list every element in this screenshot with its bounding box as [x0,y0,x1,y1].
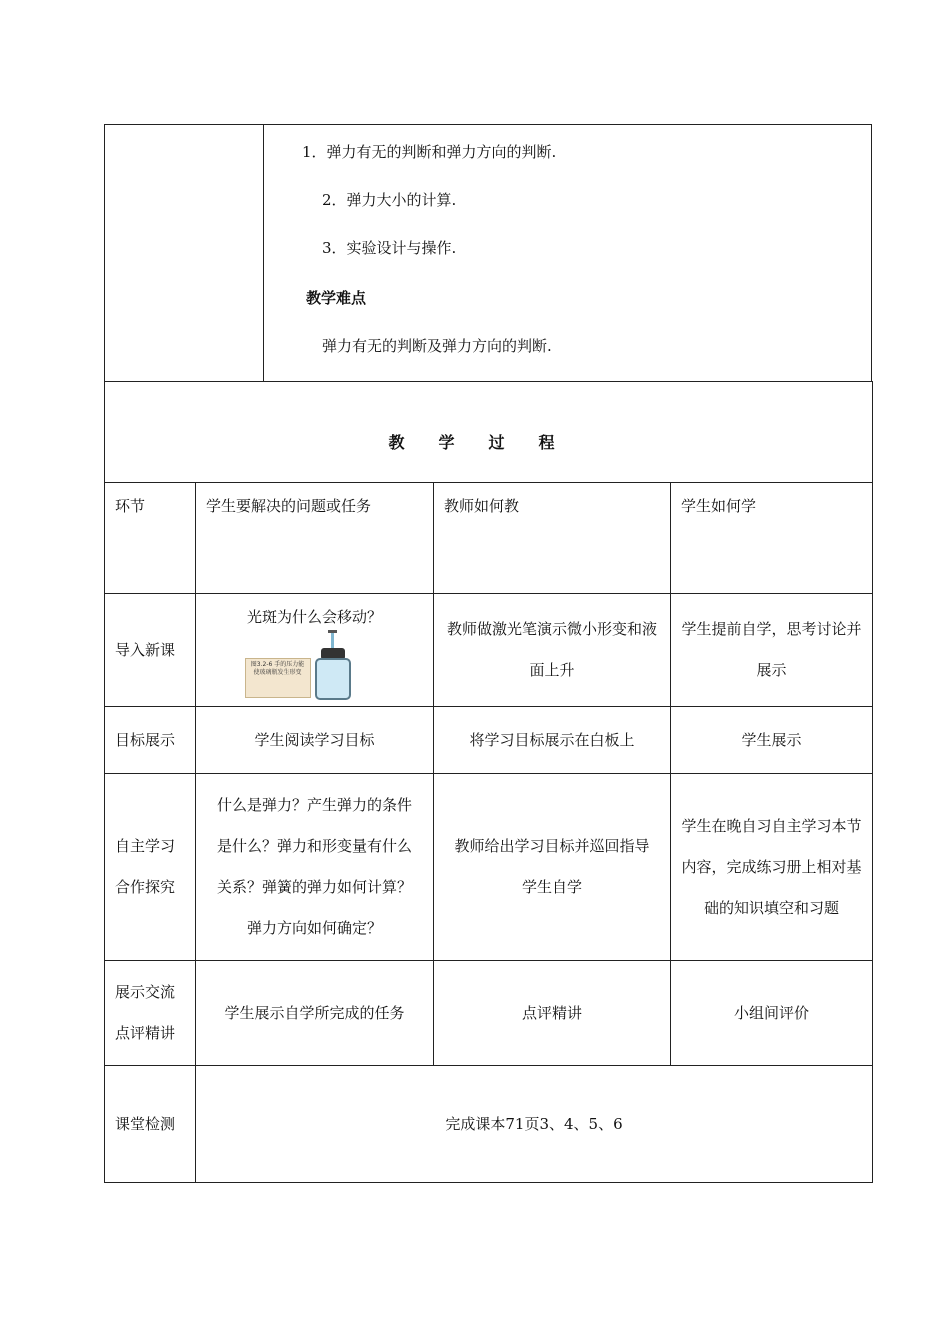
teacher-cell: 教师给出学习目标并巡回指导学生自学 [434,774,671,961]
header-stage: 环节 [105,483,196,594]
tube-top-icon [328,630,337,633]
difficulty-heading: 教学难点 [306,289,367,307]
task-cell: 什么是弹力？产生弹力的条件是什么？弹力和形变量有什么关系？弹簧的弹力如何计算？弹力方向如何确定？ [196,774,434,961]
teacher-cell: 将学习目标展示在白板上 [434,707,671,774]
table-row [105,961,873,1066]
header-row [105,483,873,594]
teacher-cell: 点评精讲 [434,961,671,1066]
teacher-cell: 教师做激光笔演示微小形变和液面上升 [434,594,671,707]
task-cell: 完成课本71页3、4、5、6 [196,1066,873,1183]
stage-cell: 导入新课 [105,594,196,707]
table-row [105,1066,873,1183]
stage-cell: 课堂检测 [105,1066,196,1183]
header-task: 学生要解决的问题或任务 [196,483,434,594]
table-row [105,594,873,707]
student-cell: 学生展示 [671,707,873,774]
student-cell: 学生提前自学，思考讨论并展示 [671,594,873,707]
student-cell: 小组间评价 [671,961,873,1066]
header-student: 学生如何学 [671,483,873,594]
focus-content-cell [264,125,871,381]
table-row [105,707,873,774]
stage-cell: 自主学习合作探究 [105,774,196,961]
teaching-process-table [104,381,873,1183]
focus-item-2: 2．弹力大小的计算. [322,191,457,209]
focus-label-cell [105,125,264,381]
focus-table [104,124,872,382]
student-cell: 学生在晚自习自主学习本节内容，完成练习册上相对基础的知识填空和习题 [671,774,873,961]
glass-bottle-icon [315,658,351,700]
figure-caption: 图3.2-6 手的压力能使玻璃瓶发生形变 [245,658,311,698]
stage-cell: 目标展示 [105,707,196,774]
task-cell: 学生阅读学习目标 [196,707,434,774]
task-text: 光斑为什么会移动？ [246,608,382,626]
table-row [105,774,873,961]
difficulty-text: 弹力有无的判断及弹力方向的判断. [322,337,552,355]
task-cell [196,594,434,707]
task-cell: 学生展示自学所完成的任务 [196,961,434,1066]
stage-cell: 展示交流点评精讲 [105,961,196,1066]
focus-item-1: 1．弹力有无的判断和弹力方向的判断. [302,143,557,161]
process-title: 教学过程 [105,382,873,483]
focus-item-3: 3．实验设计与操作. [322,239,457,257]
header-teacher: 教师如何教 [434,483,671,594]
bottle-deformation-figure [245,632,385,702]
